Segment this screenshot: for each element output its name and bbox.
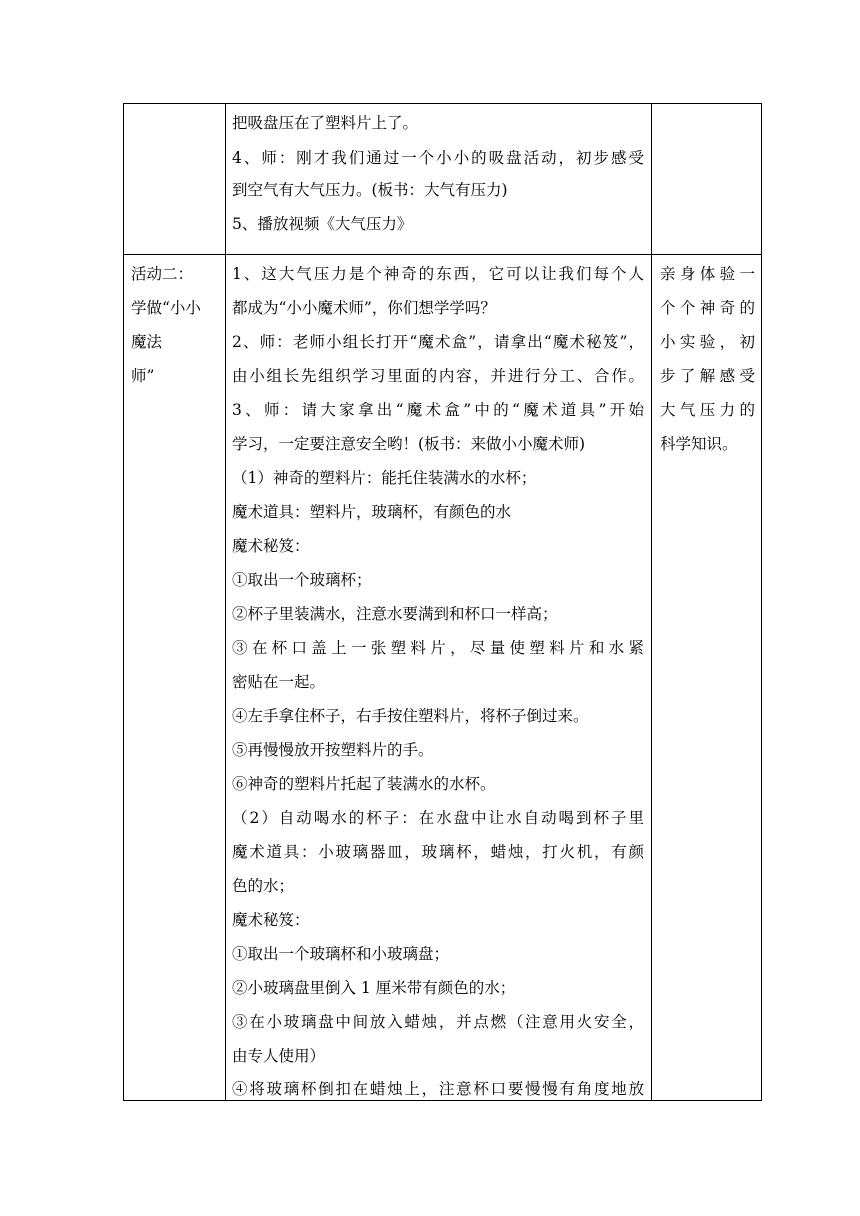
row-divider [123,254,762,255]
row2-line-2: 都成为“小小魔术师”，你们想学学吗？ [232,299,496,317]
row1-line-4: 5、播放视频《大气压力》 [232,215,413,233]
activity-line-3: 魔法 [131,333,163,351]
row2-line-5: 3、师：请大家拿出“魔术盒”中的“魔术道具”开始 [232,401,644,419]
purpose-line-4: 步了解感受 [660,367,755,385]
column-divider-2 [651,103,652,1101]
row2-line-25: ④将玻璃杯倒扣在蜡烛上，注意杯口要慢慢有角度地放 [232,1080,644,1098]
purpose-line-6: 科学知识。 [660,435,738,453]
row2-line-22: ②小玻璃盘里倒入 1 厘米带有颜色的水； [232,979,516,997]
row2-line-20: 魔术秘笈： [232,911,310,929]
row2-line-17: （2）自动喝水的杯子：在水盘中让水自动喝到杯子里 [232,809,644,827]
row1-line-2: 4、师：刚才我们通过一个小小的吸盘活动，初步感受 [232,149,644,167]
row2-line-15: ⑤再慢慢放开按塑料片的手。 [232,741,434,759]
row2-line-13: 密贴在一起。 [232,673,326,691]
row2-line-21: ①取出一个玻璃杯和小玻璃盘； [232,945,450,963]
purpose-line-5: 大气压力的 [660,401,755,419]
activity-line-2: 学做“小小 [131,299,201,317]
row2-line-23: ③在小玻璃盘中间放入蜡烛，并点燃（注意用火安全， [232,1013,644,1031]
row2-line-6: 学习，一定要注意安全哟！(板书：来做小小魔术师) [232,435,586,453]
row2-line-11: ②杯子里装满水，注意水要满到和杯口一样高； [232,605,558,623]
column-divider-1 [225,103,226,1101]
activity-line-4: 师” [131,367,155,385]
purpose-line-2: 个个神奇的 [660,299,755,317]
purpose-line-1: 亲身体验一 [660,265,755,283]
row2-line-7: （1）神奇的塑料片：能托住装满水的水杯； [232,469,537,487]
row1-line-3: 到空气有大气压力。(板书：大气有压力) [232,181,508,199]
row1-line-1: 把吸盘压在了塑料片上了。 [232,114,419,132]
row2-line-8: 魔术道具：塑料片，玻璃杯，有颜色的水 [232,503,512,521]
table-border-left [123,103,124,1101]
row2-line-18: 魔术道具：小玻璃器皿，玻璃杯，蜡烛，打火机，有颜 [232,843,644,861]
row2-line-1: 1、这大气压力是个神奇的东西，它可以让我们每个人 [232,265,644,283]
row2-line-4: 由小组长先组织学习里面的内容，并进行分工、合作。 [232,367,644,385]
purpose-line-3: 小实验，初 [660,333,755,351]
row2-line-24: 由专人使用） [232,1047,326,1065]
row2-line-12: ③在杯口盖上一张塑料片，尽量使塑料片和水紧 [232,639,644,657]
row2-line-16: ⑥神奇的塑料片托起了装满水的水杯。 [232,775,496,793]
row2-line-9: 魔术秘笈： [232,537,310,555]
table-border-bottom [123,1100,762,1101]
activity-line-1: 活动二： [131,265,194,283]
row2-line-3: 2、师：老师小组长打开“魔术盒”，请拿出“魔术秘笈”， [232,333,644,351]
row2-line-14: ④左手拿住杯子，右手按住塑料片，将杯子倒过来。 [232,707,589,725]
table-border-right [761,103,762,1101]
table-border-top [123,103,762,104]
row2-line-19: 色的水； [232,877,295,895]
row2-line-10: ①取出一个玻璃杯； [232,571,372,589]
